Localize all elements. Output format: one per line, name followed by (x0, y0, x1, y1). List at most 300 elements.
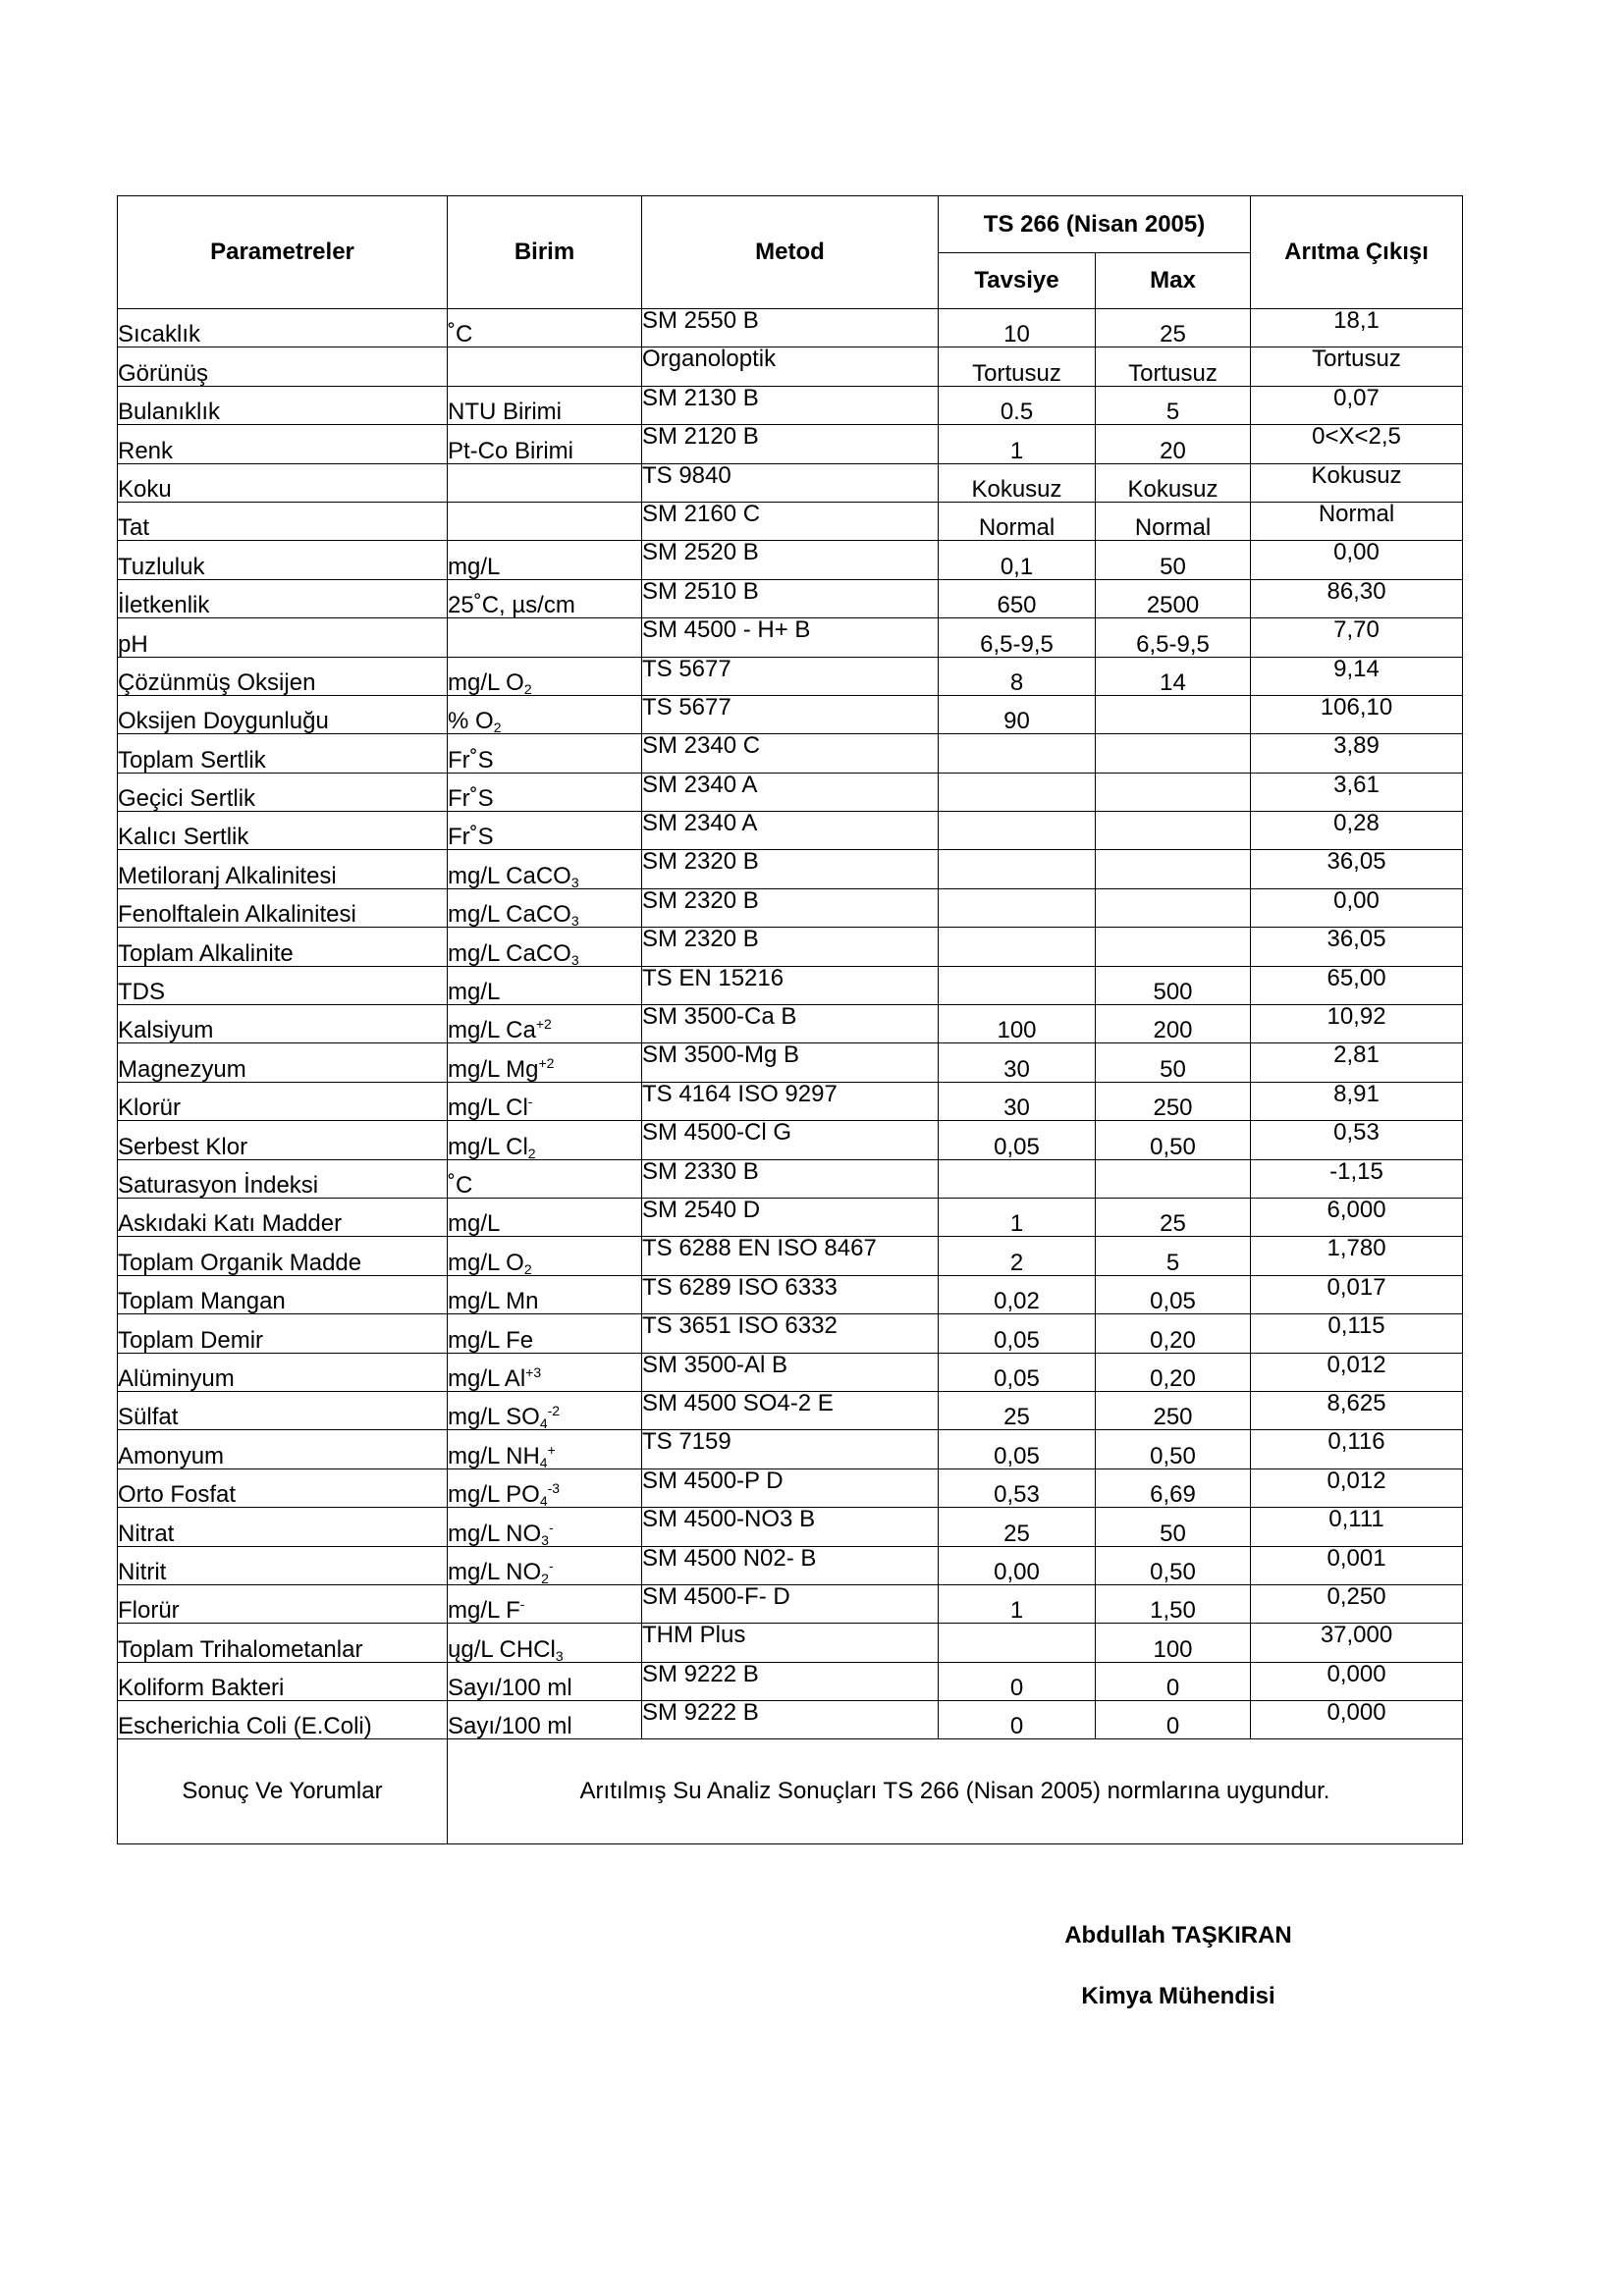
unit-text: mg/L Mg (448, 1055, 539, 1083)
recommended-cell (939, 888, 1096, 927)
result-cell: 18,1 (1251, 309, 1463, 347)
recommended-cell: 100 (939, 1005, 1096, 1043)
parameter-cell: Orto Fosfat (118, 1468, 448, 1507)
unit-cell (448, 347, 642, 386)
summary-label: Sonuç Ve Yorumlar (118, 1739, 448, 1844)
unit-cell (448, 888, 642, 930)
parameter-cell: pH (118, 618, 448, 657)
unit-subscript: 3 (570, 913, 579, 930)
result-cell: 0,111 (1251, 1508, 1463, 1546)
table-row (118, 734, 1463, 773)
unit-text: NTU Birimi (448, 399, 562, 426)
table-row (118, 1121, 1463, 1159)
result-cell: Normal (1251, 502, 1463, 540)
table-row (118, 309, 1463, 347)
max-cell: 200 (1096, 1005, 1251, 1043)
result-cell: 3,89 (1251, 734, 1463, 773)
unit-cell (448, 1005, 642, 1043)
table-row (118, 812, 1463, 850)
unit-cell (448, 1508, 642, 1546)
result-cell: 36,05 (1251, 928, 1463, 966)
max-cell (1096, 928, 1251, 966)
unit-text: mg/L Al (448, 1364, 526, 1392)
method-cell: SM 3500-Mg B (642, 1043, 939, 1082)
result-cell: 36,05 (1251, 850, 1463, 888)
result-cell: 0,00 (1251, 888, 1463, 927)
unit-text: mg/L Fe (448, 1326, 534, 1354)
table-row (118, 1584, 1463, 1623)
parameter-cell: Sıcaklık (118, 309, 448, 347)
unit-text: mg/L SO (448, 1404, 540, 1431)
unit-subscript: 3 (555, 1647, 564, 1664)
parameter-cell: Fenolftalein Alkalinitesi (118, 888, 448, 927)
table-row (118, 773, 1463, 811)
method-cell: SM 9222 B (642, 1662, 939, 1700)
result-cell: 9,14 (1251, 657, 1463, 695)
result-cell: Tortusuz (1251, 347, 1463, 386)
result-cell: 0<X<2,5 (1251, 425, 1463, 463)
result-cell: 106,10 (1251, 695, 1463, 733)
parameter-cell: Nitrit (118, 1546, 448, 1584)
result-cell: 7,70 (1251, 618, 1463, 657)
recommended-cell: 30 (939, 1082, 1096, 1120)
recommended-cell: 0,02 (939, 1275, 1096, 1313)
result-cell: 0,000 (1251, 1662, 1463, 1700)
unit-cell (448, 502, 642, 540)
unit-cell (448, 1275, 642, 1313)
header-max: Max (1096, 253, 1251, 309)
parameter-cell: Toplam Demir (118, 1314, 448, 1353)
unit-text: Fr˚S (448, 785, 494, 813)
method-cell: SM 2160 C (642, 502, 939, 540)
result-cell: 0,28 (1251, 812, 1463, 850)
recommended-cell: Tortusuz (939, 347, 1096, 386)
unit-superscript: - (519, 1596, 525, 1613)
result-cell: 0,00 (1251, 541, 1463, 579)
method-cell: TS 4164 ISO 9297 (642, 1082, 939, 1120)
recommended-cell: 0,05 (939, 1121, 1096, 1159)
recommended-cell: 0,05 (939, 1314, 1096, 1353)
unit-text: mg/L O (448, 668, 524, 696)
method-cell: SM 2320 B (642, 928, 939, 966)
table-body (118, 309, 1463, 1739)
recommended-cell (939, 928, 1096, 966)
unit-text: ˚C (448, 1171, 473, 1199)
unit-cell (448, 1082, 642, 1120)
unit-cell (448, 1237, 642, 1275)
max-cell: 25 (1096, 1198, 1251, 1236)
unit-cell (448, 928, 642, 966)
recommended-cell (939, 773, 1096, 811)
unit-superscript: - (548, 1557, 554, 1574)
parameter-cell: Alüminyum (118, 1353, 448, 1391)
summary-row (118, 1739, 1463, 1844)
parameter-cell: Escherichia Coli (E.Coli) (118, 1701, 448, 1739)
unit-text: mg/L F (448, 1597, 520, 1625)
max-cell: 2500 (1096, 579, 1251, 617)
result-cell: 8,91 (1251, 1082, 1463, 1120)
max-cell: 250 (1096, 1391, 1251, 1429)
unit-text: mg/L O (448, 1249, 524, 1276)
unit-text: mg/L Ca (448, 1017, 536, 1044)
unit-cell (448, 695, 642, 736)
method-cell: SM 4500-P D (642, 1468, 939, 1507)
result-cell: -1,15 (1251, 1159, 1463, 1198)
method-cell: SM 2130 B (642, 386, 939, 424)
method-cell: SM 2120 B (642, 425, 939, 463)
max-cell: 0,20 (1096, 1353, 1251, 1391)
unit-text: mg/L CaCO (448, 862, 571, 889)
unit-cell (448, 541, 642, 579)
max-cell: 50 (1096, 541, 1251, 579)
method-cell: TS 7159 (642, 1430, 939, 1468)
unit-superscript: +2 (538, 1054, 555, 1071)
max-cell: 5 (1096, 386, 1251, 424)
result-cell: 3,61 (1251, 773, 1463, 811)
unit-subscript: 2 (493, 720, 502, 736)
parameter-cell: Bulanıklık (118, 386, 448, 424)
parameter-cell: Metiloranj Alkalinitesi (118, 850, 448, 888)
parameter-cell: Magnezyum (118, 1043, 448, 1082)
recommended-cell: 1 (939, 425, 1096, 463)
table-row (118, 1159, 1463, 1198)
table-row (118, 1082, 1463, 1120)
method-cell: SM 4500-Cl G (642, 1121, 939, 1159)
method-cell: TS 6288 EN ISO 8467 (642, 1237, 939, 1275)
method-cell: TS 6289 ISO 6333 (642, 1275, 939, 1313)
table-row (118, 888, 1463, 927)
table-row (118, 1624, 1463, 1662)
parameter-cell: Oksijen Doygunluğu (118, 695, 448, 733)
max-cell (1096, 1159, 1251, 1198)
table-row (118, 1508, 1463, 1546)
max-cell: 50 (1096, 1508, 1251, 1546)
table-row (118, 1275, 1463, 1313)
table-row (118, 1237, 1463, 1275)
unit-cell (448, 1121, 642, 1159)
header-unit: Birim (448, 196, 642, 309)
recommended-cell: 30 (939, 1043, 1096, 1082)
parameter-cell: Klorür (118, 1082, 448, 1120)
parameter-cell: Toplam Sertlik (118, 734, 448, 773)
parameter-cell: Florür (118, 1584, 448, 1623)
unit-text: mg/L (448, 553, 501, 580)
max-cell: Tortusuz (1096, 347, 1251, 386)
recommended-cell: 25 (939, 1508, 1096, 1546)
max-cell: 0,50 (1096, 1546, 1251, 1584)
unit-cell (448, 812, 642, 850)
max-cell: 5 (1096, 1237, 1251, 1275)
max-cell (1096, 812, 1251, 850)
unit-text: Pt-Co Birimi (448, 437, 574, 464)
unit-cell (448, 1314, 642, 1353)
parameter-cell: Sülfat (118, 1391, 448, 1429)
unit-text: mg/L NO (448, 1520, 542, 1547)
recommended-cell (939, 850, 1096, 888)
unit-text: Fr˚S (448, 746, 494, 774)
unit-cell (448, 1624, 642, 1662)
signature-title: Kimya Mühendisi (1081, 1983, 1275, 2009)
table-row (118, 1314, 1463, 1353)
max-cell (1096, 850, 1251, 888)
method-cell: SM 9222 B (642, 1701, 939, 1739)
recommended-cell (939, 812, 1096, 850)
unit-subscript: 2 (523, 680, 532, 697)
recommended-cell: 0 (939, 1701, 1096, 1739)
method-cell: THM Plus (642, 1624, 939, 1662)
max-cell: 14 (1096, 657, 1251, 695)
table-row (118, 347, 1463, 386)
header-standard: TS 266 (Nisan 2005) (939, 196, 1251, 253)
unit-text: mg/L Mn (448, 1288, 539, 1315)
table-header (118, 196, 1463, 309)
recommended-cell: 1 (939, 1584, 1096, 1623)
unit-text: Fr˚S (448, 824, 494, 851)
parameter-cell: Nitrat (118, 1508, 448, 1546)
result-cell: 0,115 (1251, 1314, 1463, 1353)
summary-text: Arıtılmış Su Analiz Sonuçları TS 266 (Nisan 2005) normlarına uygundur. (448, 1739, 1463, 1844)
recommended-cell (939, 1159, 1096, 1198)
unit-subscript: 3 (570, 874, 579, 890)
parameter-cell: Toplam Mangan (118, 1275, 448, 1313)
unit-cell (448, 657, 642, 695)
unit-cell (448, 1701, 642, 1739)
table-row (118, 1468, 1463, 1507)
result-cell: 0,017 (1251, 1275, 1463, 1313)
max-cell: 500 (1096, 966, 1251, 1004)
recommended-cell: 2 (939, 1237, 1096, 1275)
max-cell: 20 (1096, 425, 1251, 463)
header-parameter: Parametreler (118, 196, 448, 309)
signature-name: Abdullah TAŞKIRAN (1064, 1922, 1292, 1949)
max-cell: 250 (1096, 1082, 1251, 1120)
unit-cell (448, 1353, 642, 1391)
table-row (118, 1353, 1463, 1391)
recommended-cell: Kokusuz (939, 463, 1096, 502)
method-cell: SM 3500-Al B (642, 1353, 939, 1391)
parameter-cell: Toplam Trihalometanlar (118, 1624, 448, 1662)
unit-cell (448, 386, 642, 424)
result-cell: 0,000 (1251, 1701, 1463, 1739)
unit-text: mg/L Cl (448, 1095, 528, 1122)
analysis-table (117, 195, 1463, 1844)
method-cell: SM 2320 B (642, 850, 939, 888)
unit-superscript: - (527, 1094, 533, 1110)
unit-cell (448, 579, 642, 617)
parameter-cell: Koliform Bakteri (118, 1662, 448, 1700)
max-cell (1096, 888, 1251, 927)
table-row (118, 1043, 1463, 1082)
recommended-cell: 90 (939, 695, 1096, 733)
max-cell (1096, 734, 1251, 773)
result-cell: 0,012 (1251, 1353, 1463, 1391)
recommended-cell: 8 (939, 657, 1096, 695)
parameter-cell: Toplam Alkalinite (118, 928, 448, 966)
unit-cell (448, 1391, 642, 1432)
unit-cell (448, 1584, 642, 1623)
max-cell: 0,50 (1096, 1121, 1251, 1159)
unit-subscript: 3 (541, 1531, 549, 1548)
table-row (118, 463, 1463, 502)
unit-superscript: -2 (547, 1403, 561, 1419)
unit-text: 25˚C, µs/cm (448, 592, 575, 619)
method-cell: SM 2340 A (642, 812, 939, 850)
max-cell: 6,69 (1096, 1468, 1251, 1507)
method-cell: SM 2550 B (642, 309, 939, 347)
recommended-cell: 0,00 (939, 1546, 1096, 1584)
unit-superscript: +2 (535, 1016, 552, 1033)
recommended-cell: 0,05 (939, 1430, 1096, 1468)
parameter-cell: Koku (118, 463, 448, 502)
method-cell: SM 2330 B (642, 1159, 939, 1198)
result-cell: 86,30 (1251, 579, 1463, 617)
table-row (118, 1662, 1463, 1700)
unit-cell (448, 734, 642, 773)
unit-cell (448, 966, 642, 1004)
method-cell: SM 3500-Ca B (642, 1005, 939, 1043)
result-cell: 37,000 (1251, 1624, 1463, 1662)
parameter-cell: Kalsiyum (118, 1005, 448, 1043)
unit-cell (448, 1662, 642, 1700)
method-cell: TS EN 15216 (642, 966, 939, 1004)
unit-cell (448, 618, 642, 657)
unit-text: mg/L (448, 979, 501, 1006)
parameter-cell: İletkenlik (118, 579, 448, 617)
unit-superscript: + (547, 1441, 556, 1458)
max-cell: 25 (1096, 309, 1251, 347)
table-row (118, 657, 1463, 695)
table-row (118, 928, 1463, 966)
recommended-cell: 0,53 (939, 1468, 1096, 1507)
max-cell: 50 (1096, 1043, 1251, 1082)
result-cell: 0,53 (1251, 1121, 1463, 1159)
table-row (118, 541, 1463, 579)
unit-cell (448, 425, 642, 463)
header-result: Arıtma Çıkışı (1251, 196, 1463, 309)
method-cell: TS 9840 (642, 463, 939, 502)
max-cell: 0,05 (1096, 1275, 1251, 1313)
unit-cell (448, 1546, 642, 1584)
max-cell: 1,50 (1096, 1584, 1251, 1623)
table-row (118, 386, 1463, 424)
unit-cell (448, 773, 642, 811)
parameter-cell: Tat (118, 502, 448, 540)
method-cell: SM 2540 D (642, 1198, 939, 1236)
method-cell: TS 5677 (642, 657, 939, 695)
result-cell: 8,625 (1251, 1391, 1463, 1429)
unit-superscript: - (548, 1519, 554, 1535)
recommended-cell: 25 (939, 1391, 1096, 1429)
result-cell: 1,780 (1251, 1237, 1463, 1275)
table-row (118, 1198, 1463, 1236)
parameter-cell: Saturasyon İndeksi (118, 1159, 448, 1198)
unit-subscript: 2 (527, 1145, 536, 1161)
recommended-cell (939, 1624, 1096, 1662)
unit-subscript: 4 (539, 1493, 548, 1510)
table-row (118, 502, 1463, 540)
max-cell: 0,50 (1096, 1430, 1251, 1468)
unit-subscript: 4 (539, 1415, 548, 1432)
parameter-cell: Görünüş (118, 347, 448, 386)
method-cell: Organoloptik (642, 347, 939, 386)
header-method: Metod (642, 196, 939, 309)
unit-cell (448, 1198, 642, 1236)
max-cell (1096, 773, 1251, 811)
table-row (118, 425, 1463, 463)
parameter-cell: Geçici Sertlik (118, 773, 448, 811)
unit-text: mg/L (448, 1210, 501, 1238)
unit-text: mg/L PO (448, 1481, 540, 1509)
table-row (118, 1005, 1463, 1043)
summary-section (118, 1739, 1463, 1844)
unit-cell (448, 463, 642, 502)
max-cell: Normal (1096, 502, 1251, 540)
max-cell: 0,20 (1096, 1314, 1251, 1353)
table-row (118, 1701, 1463, 1739)
unit-text: Sayı/100 ml (448, 1675, 572, 1702)
result-cell: 0,012 (1251, 1468, 1463, 1507)
table-row (118, 1430, 1463, 1468)
unit-text: ųg/L CHCl (448, 1635, 556, 1663)
recommended-cell: Normal (939, 502, 1096, 540)
result-cell: 10,92 (1251, 1005, 1463, 1043)
header-recommended: Tavsiye (939, 253, 1096, 309)
max-cell: 6,5-9,5 (1096, 618, 1251, 657)
max-cell: 100 (1096, 1624, 1251, 1662)
method-cell: SM 4500 N02- B (642, 1546, 939, 1584)
unit-text: mg/L CaCO (448, 939, 571, 967)
parameter-cell: TDS (118, 966, 448, 1004)
table-row (118, 850, 1463, 888)
recommended-cell (939, 734, 1096, 773)
unit-cell (448, 309, 642, 347)
result-cell: 0,07 (1251, 386, 1463, 424)
parameter-cell: Çözünmüş Oksijen (118, 657, 448, 695)
max-cell: 0 (1096, 1701, 1251, 1739)
method-cell: SM 2520 B (642, 541, 939, 579)
recommended-cell: 0,1 (939, 541, 1096, 579)
unit-cell (448, 850, 642, 888)
recommended-cell: 0,05 (939, 1353, 1096, 1391)
method-cell: SM 2340 C (642, 734, 939, 773)
max-cell (1096, 695, 1251, 733)
result-cell: 2,81 (1251, 1043, 1463, 1082)
unit-text: mg/L NH (448, 1442, 540, 1469)
result-cell: 0,001 (1251, 1546, 1463, 1584)
parameter-cell: Toplam Organik Madde (118, 1237, 448, 1275)
parameter-cell: Kalıcı Sertlik (118, 812, 448, 850)
method-cell: SM 2320 B (642, 888, 939, 927)
unit-cell (448, 1430, 642, 1468)
table-row (118, 695, 1463, 733)
unit-text: mg/L CaCO (448, 901, 571, 929)
max-cell: 0 (1096, 1662, 1251, 1700)
unit-cell (448, 1468, 642, 1510)
unit-cell (448, 1043, 642, 1082)
unit-text: ˚C (448, 321, 473, 348)
recommended-cell: 6,5-9,5 (939, 618, 1096, 657)
result-cell: 0,116 (1251, 1430, 1463, 1468)
recommended-cell (939, 966, 1096, 1004)
recommended-cell: 650 (939, 579, 1096, 617)
unit-subscript: 2 (541, 1570, 549, 1586)
method-cell: TS 5677 (642, 695, 939, 733)
method-cell: SM 2340 A (642, 773, 939, 811)
method-cell: TS 3651 ISO 6332 (642, 1314, 939, 1353)
unit-text: Sayı/100 ml (448, 1713, 572, 1740)
parameter-cell: Amonyum (118, 1430, 448, 1468)
unit-text: % O (448, 708, 494, 735)
